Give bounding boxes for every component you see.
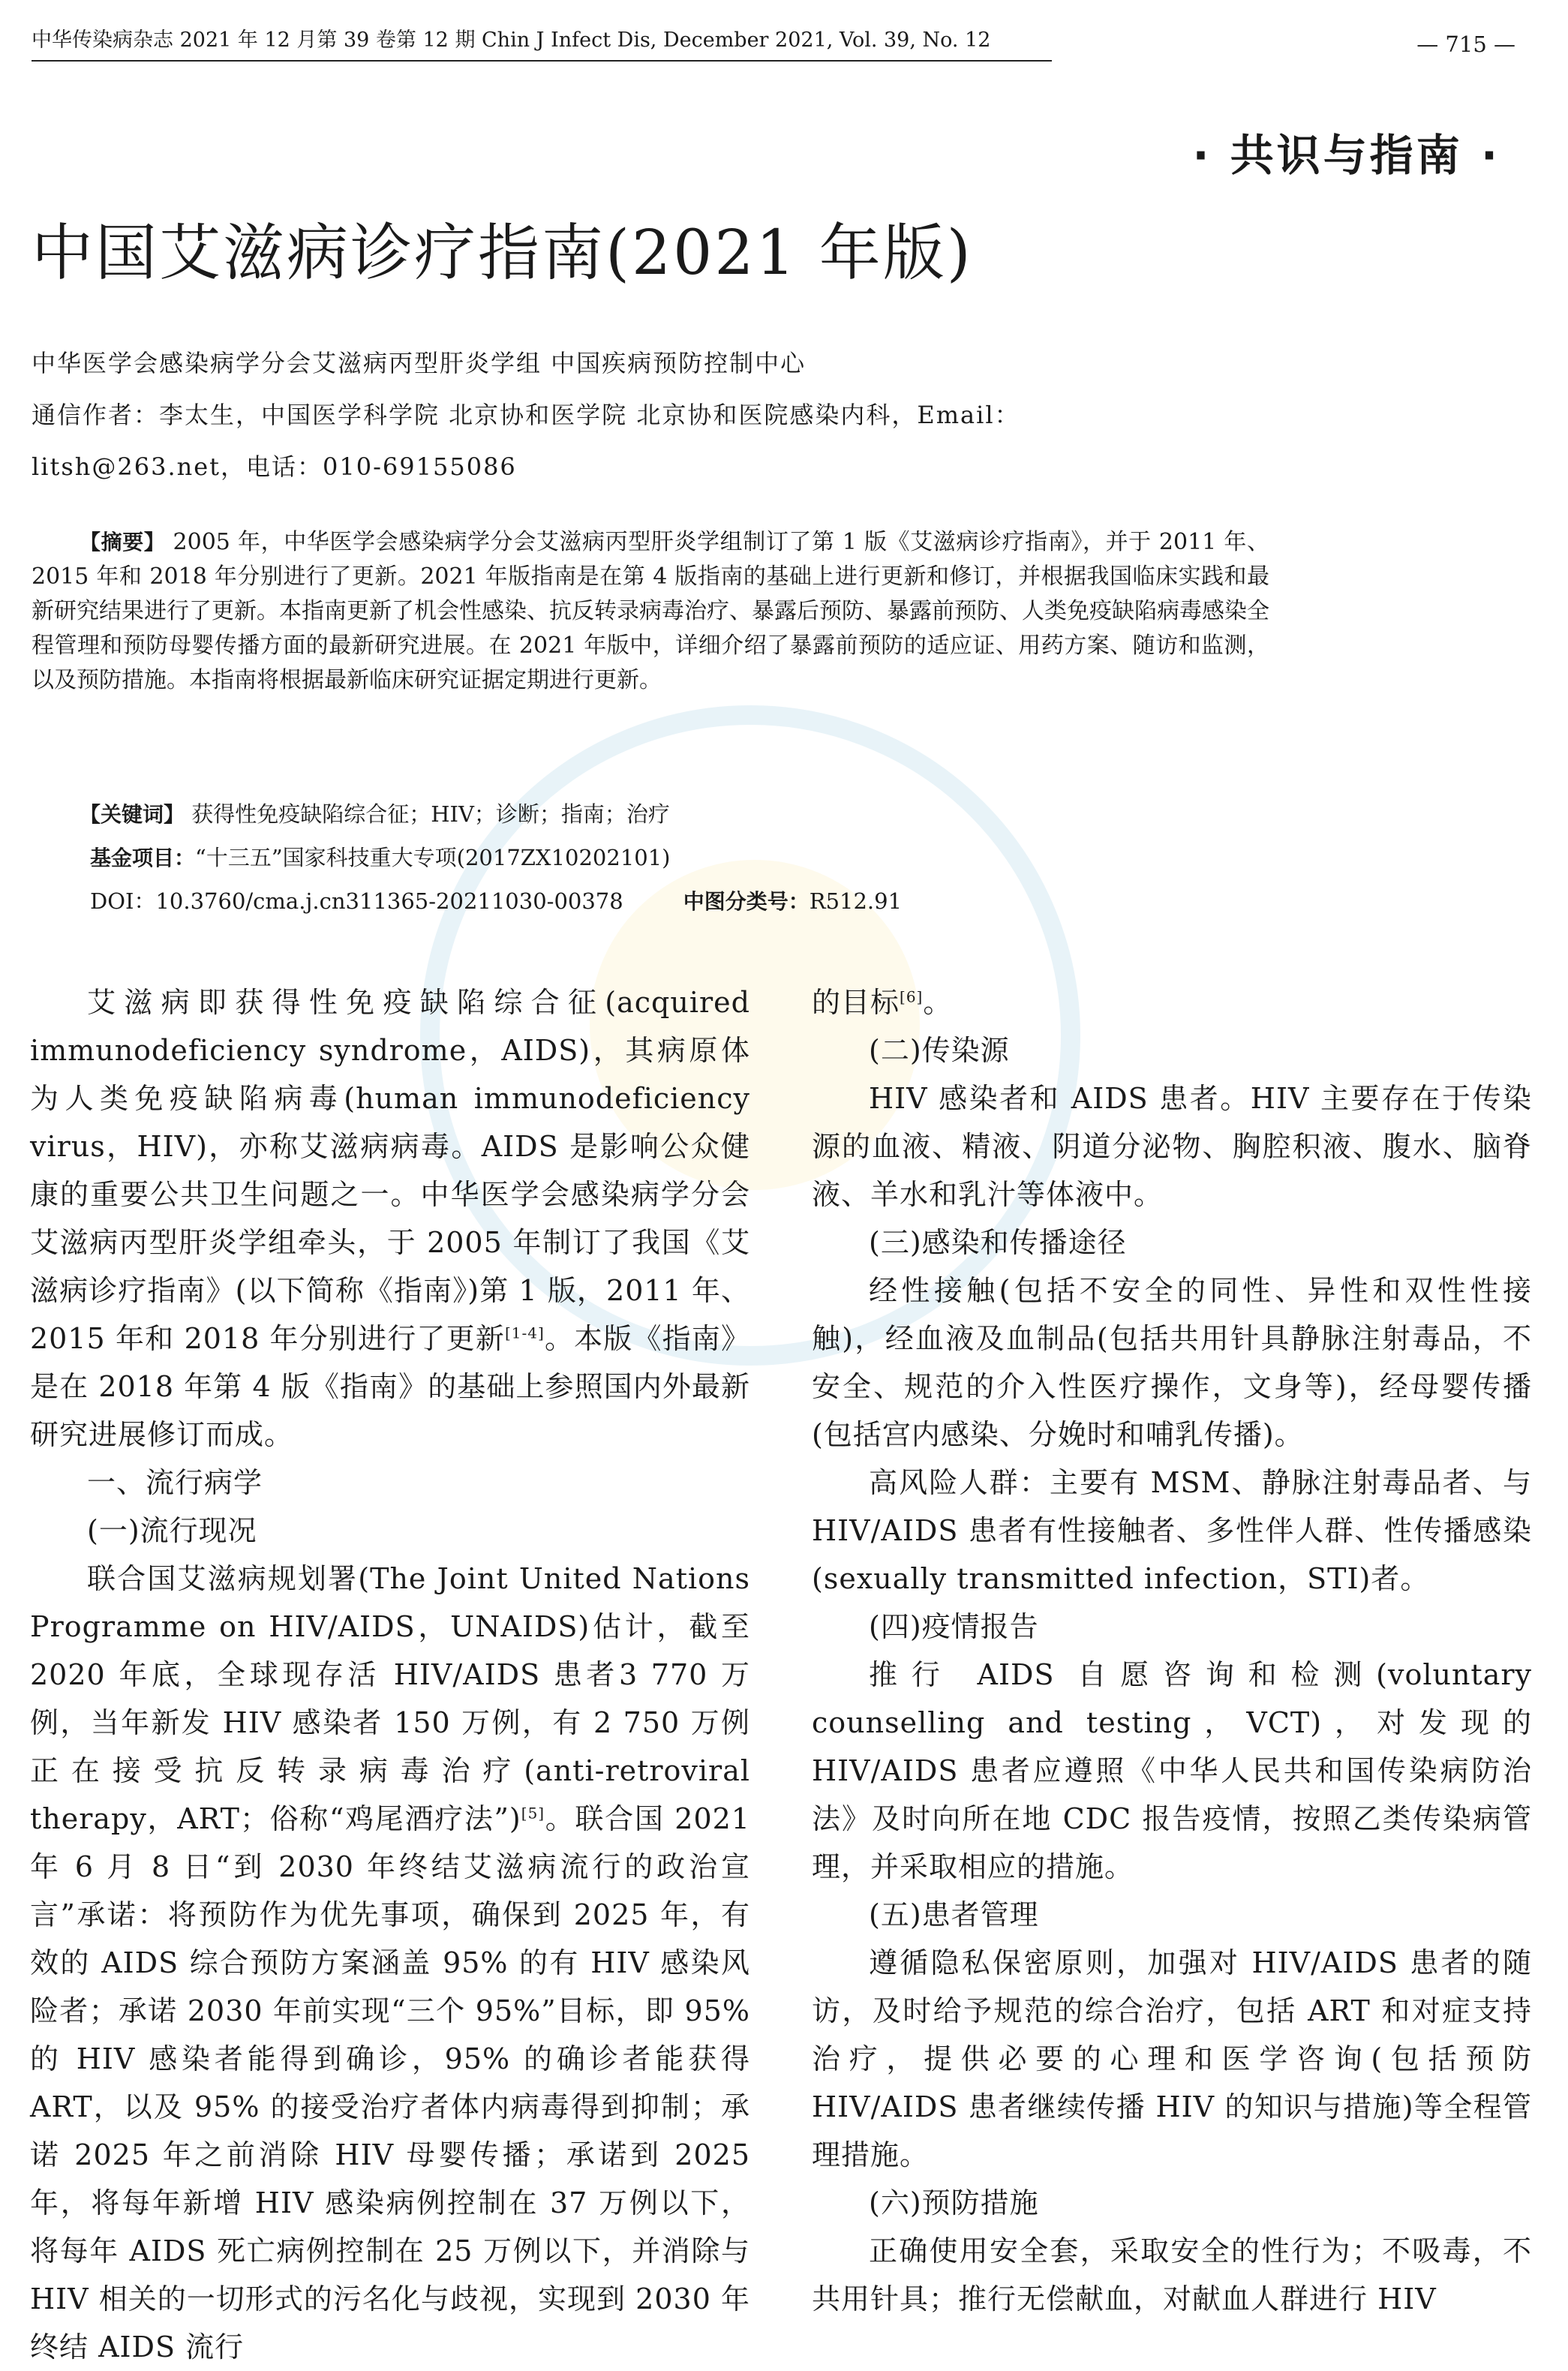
section-label: · 共识与指南 · <box>1192 130 1500 181</box>
citation: [1-4] <box>504 1324 545 1342</box>
management-paragraph: 遵循隐私保密原则，加强对 HIV/AIDS 患者的随访，及时给予规范的综合治疗，包括 ART 和对症支持治疗，提供必要的心理和医学咨询(包括预防 HIV/AIDS 患者继续传播 HIV 的知识与措施)等全程管理措施。 <box>812 1946 1532 2171</box>
correspondence-line-2: litsh@263.net，电话：010-69155086 <box>32 452 517 481</box>
heading-patient-management: (五)患者管理 <box>869 1898 1039 1931</box>
fund <box>32 840 1328 876</box>
abstract-label: 【摘要】 <box>80 530 166 554</box>
affiliation: 中华医学会感染病学分会艾滋病丙型肝炎学组 中国疾病预防控制中心 <box>32 349 807 377</box>
article-title: 中国艾滋病诊疗指南(2021 年版) <box>32 218 973 289</box>
heading-infection-source: (二)传染源 <box>869 1034 1010 1067</box>
intro-paragraph: 艾滋病即获得性免疫缺陷综合征(acquired immunodeficiency syndrome，AIDS)，其病原体为人类免疫缺陷病毒(human immunodeficiency virus，HIV)，亦称艾滋病病毒。AIDS 是影响公众健康的重要公共卫生问题之一。中华医学会感染病学分会艾滋病丙型肝炎学组牵头，于 2005 年制订了我国《艾滋病诊疗指南》(以下简称《指南》)第 1 版，2011 年、2015 年和 2018 年分别进行了更新[1-4]。本版《指南》是在 2018 年第 4 版《指南》的基础上参照国内外最新研究进展修订而成。 <box>30 986 750 1451</box>
heading-epidemic-status: (一)流行现况 <box>87 1514 257 1547</box>
citation: [6] <box>900 987 924 1006</box>
prevention-paragraph: 正确使用安全套，采取安全的性行为；不吸毒，不共用针具；推行无偿献血，对献血人群进行 HIV <box>812 2234 1532 2315</box>
source-paragraph: HIV 感染者和 AIDS 患者。HIV 主要存在于传染源的血液、精液、阴道分泌物、胸腔积液、腹水、脑脊液、羊水和乳汁等体液中。 <box>812 1082 1532 1211</box>
doi-line <box>32 884 1328 919</box>
doi-text: DOI：10.3760/cma.j.cn311365-20211030-00378 <box>90 888 623 914</box>
heading-epidemiology: 一、流行病学 <box>87 1466 263 1499</box>
correspondence-line-1: 通信作者：李太生，中国医学科学院 北京协和医学院 北京协和医院感染内科，Email： <box>32 401 1020 429</box>
fund-text: “十三五”国家科技重大专项(2017ZX10202101) <box>195 845 671 870</box>
reporting-paragraph: 推行 AIDS 自愿咨询和检测(voluntary counselling and testing，VCT)，对发现的 HIV/AIDS 患者应遵照《中华人民共和国传染病防治法》及时向所在地 CDC 报告疫情，按照乙类传染病管理，并采取相应的措施。 <box>812 1658 1532 1883</box>
continued-paragraph: 的目标[6]。 <box>812 986 953 1019</box>
header-rule <box>32 60 1052 62</box>
epidemic-paragraph: 联合国艾滋病规划署(The Joint United Nations Programme on HIV/AIDS，UNAIDS)估计，截至 2020 年底，全球现存活 HIV/AIDS 患者3 770 万例，当年新发 HIV 感染者 150 万例，有 2 750 万例正在接受抗反转录病毒治疗(anti-retroviral therapy，ART；俗称“鸡尾酒疗法”)[5]。联合国 2021 年 6 月 8 日“到 2030 年终结艾滋病流行的政治宣言”承诺：将预防作为优先事项，确保到 2025 年，有效的 AIDS 综合预防方案涵盖 95% 的有 HIV 感染风险者；承诺 2030 年前实现“三个 95%”目标，即 95% 的 HIV 感染者能得到确诊，95% 的确诊者能获得 ART，以及 95% 的接受治疗者体内病毒得到抑制；承诺 2025 年之前消除 HIV 母婴传播；承诺到 2025 年，将每年新增 HIV 感染病例控制在 37 万例以下，将每年 AIDS 死亡病例控制在 25 万例以下，并消除与 HIV 相关的一切形式的污名化与歧视，实现到 2030 年终结 AIDS 流行 <box>30 1562 750 2363</box>
fund-label: 基金项目： <box>90 846 196 870</box>
transmission-paragraph: 经性接触(包括不安全的同性、异性和双性性接触)，经血液及血制品(包括共用针具静脉注射毒品，不安全、规范的介入性医疗操作，文身等)，经母婴传播(包括宫内感染、分娩时和哺乳传播)。 <box>812 1274 1532 1451</box>
running-head: 中华传染病杂志 2021 年 12 月第 39 卷第 12 期 Chin J Infect Dis, December 2021, Vol. 39, No. 12 <box>32 29 991 52</box>
heading-reporting: (四)疫情报告 <box>869 1610 1039 1643</box>
keywords-text: 获得性免疫缺陷综合征；HIV；诊断；指南；治疗 <box>185 801 670 827</box>
class-label: 中图分类号： <box>683 889 810 914</box>
left-column <box>30 978 750 2371</box>
abstract-text: 2005 年，中华医学会感染病学分会艾滋病丙型肝炎学组制订了第 1 版《艾滋病诊疗指南》，并于 2011 年、2015 年和 2018 年分别进行了更新。2021 年版指南是在第 4 版指南的基础上进行更新和修订，并根据我国临床实践和最新研究结果进行了更新。本指南更新了机会性感染、抗反转录病毒治疗、暴露后预防、暴露前预防、人类免疫缺陷病毒感染全程管理和预防母婴传播方面的最新研究进展。在 2021 年版中，详细介绍了暴露前预防的适应证、用药方案、随访和监测，以及预防措施。本指南将根据最新临床研究证据定期进行更新。 <box>32 529 1269 693</box>
abstract <box>32 525 1269 698</box>
risk-group-paragraph: 高风险人群：主要有 MSM、静脉注射毒品者、与 HIV/AIDS 患者有性接触者、多性伴人群、性传播感染(sexually transmitted infection，STI)者。 <box>812 1466 1532 1595</box>
class-value: R512.91 <box>809 888 903 914</box>
keywords <box>32 797 1317 832</box>
heading-transmission: (三)感染和传播途径 <box>869 1226 1127 1259</box>
keywords-label: 【关键词】 <box>80 802 185 827</box>
citation: [5] <box>521 1804 545 1823</box>
author-block <box>32 338 1307 493</box>
right-column <box>812 978 1532 2323</box>
heading-prevention: (六)预防措施 <box>869 2186 1039 2219</box>
page-number: — 715 — <box>1416 32 1515 57</box>
